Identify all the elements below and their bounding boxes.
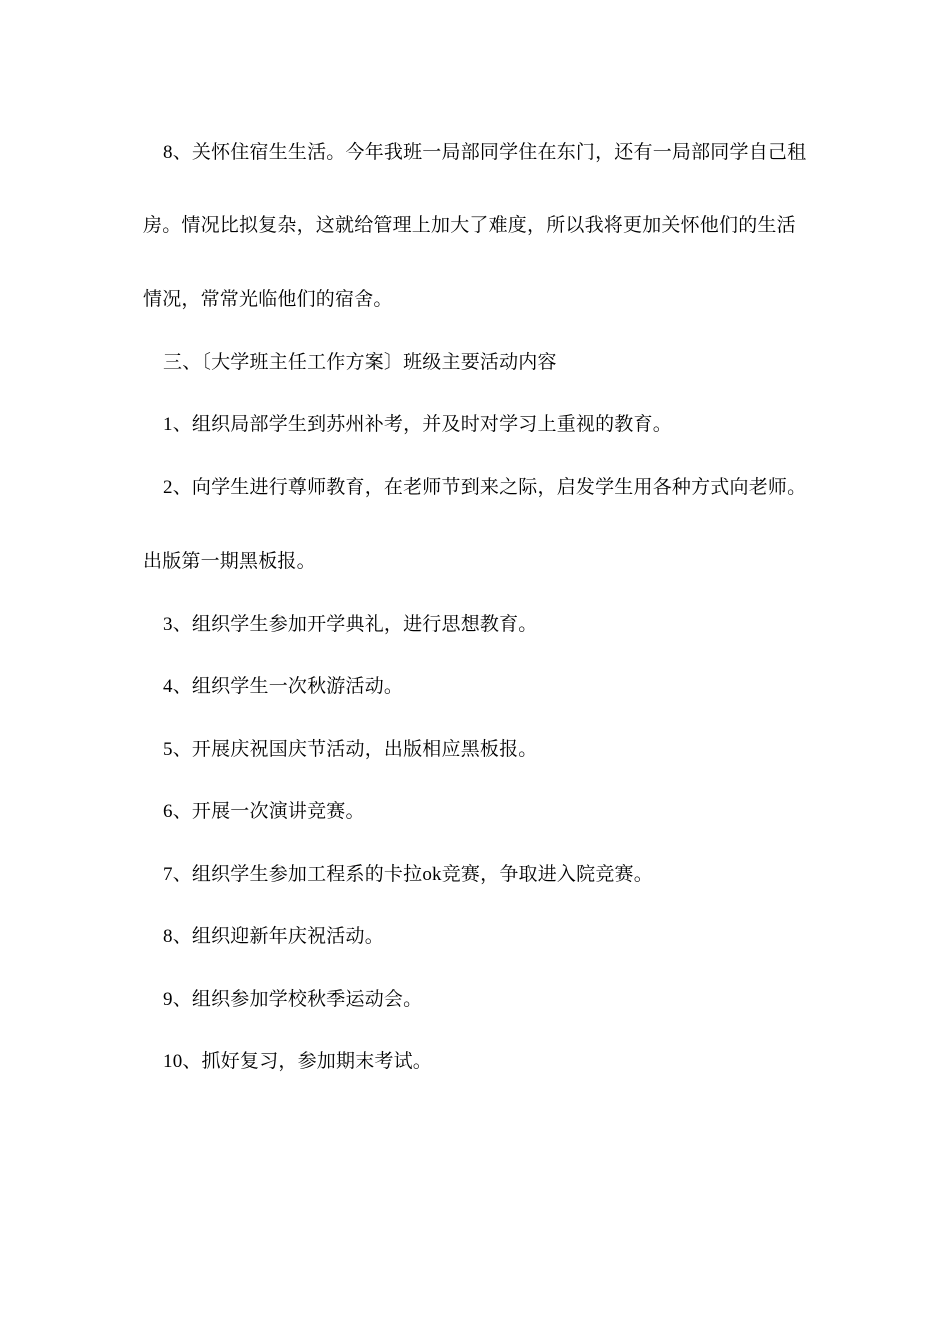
item-number: 5 [163,739,173,760]
item-number: 1 [163,414,173,435]
item-number: 4 [163,676,173,697]
item-number: 10 [163,1051,183,1072]
item-number: 8 [163,926,173,947]
item-latin-text: ok [422,864,442,885]
paragraph-8-line-1 [163,138,806,167]
item-number: 7 [163,864,173,885]
list-item [163,1047,432,1076]
item-text: 、组织参加学校秋季运动会。 [172,988,423,1010]
item-text-a: 、组织学生参加工程系的卡拉 [172,863,423,885]
list-item [163,473,806,502]
paragraph-8-line-2: 房。情况比拟复杂，这就给管理上加大了难度，所以我将更加关怀他们的生活 [143,214,796,236]
list-item [163,735,538,764]
list-item [163,672,403,701]
item-text: 、组织局部学生到苏州补考，并及时对学习上重视的教育。 [172,413,672,435]
paragraph-8-line-3: 情况，常常光临他们的宿舍。 [143,288,393,310]
list-item [163,985,422,1014]
item-number: 9 [163,989,173,1010]
item-text: 、组织学生一次秋游活动。 [172,675,404,697]
item-text: 、开展一次演讲竞赛。 [172,800,365,822]
item-text: 、向学生进行尊师教育，在老师节到来之际，启发学生用各种方式向老师。 [172,476,807,498]
list-item [163,797,365,826]
item-number: 3 [163,614,173,635]
list-item-continuation: 出版第一期黑板报。 [143,550,316,572]
item-text: 、抓好复习，参加期末考试。 [182,1050,433,1072]
section-heading: 三、〔大学班主任工作方案〕班级主要活动内容 [163,351,557,373]
list-item [163,860,653,889]
list-item [163,922,384,951]
paragraph-8-text-1: 、关怀住宿生生活。今年我班一局部同学住在东门，还有一局部同学自己租 [172,141,807,163]
item-number: 2 [163,477,173,498]
item-text: 、组织迎新年庆祝活动。 [172,925,384,947]
paragraph-8-number: 8 [163,142,173,163]
list-item [163,610,538,639]
list-item [163,410,672,439]
item-text: 、开展庆祝国庆节活动，出版相应黑板报。 [172,738,538,760]
item-text: 、组织学生参加开学典礼，进行思想教育。 [172,613,538,635]
item-text-b: 竞赛，争取进入院竞赛。 [441,863,653,885]
item-number: 6 [163,801,173,822]
